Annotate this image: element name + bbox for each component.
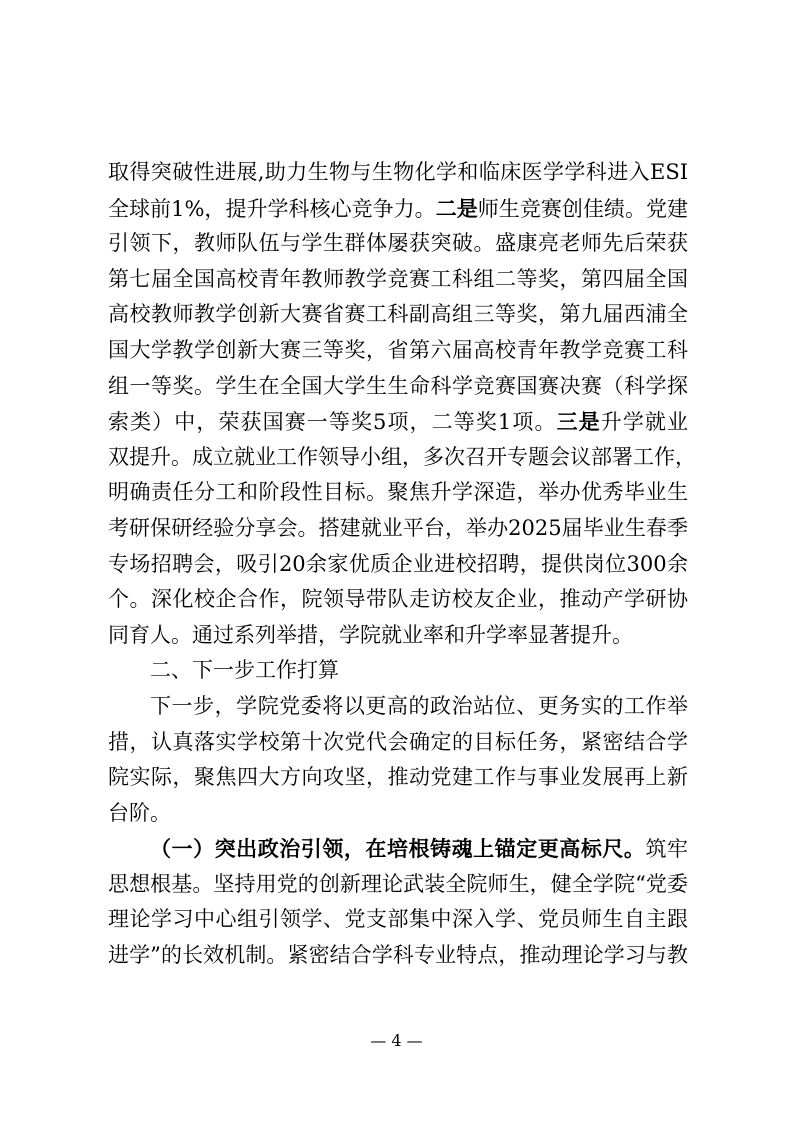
p1-line-8 xyxy=(108,404,688,440)
p1-line-8-bold-point: 三是 xyxy=(556,409,601,435)
p3-subheading: （一）突出政治引领，在培根铸魂上锚定更高标尺。 xyxy=(150,836,646,862)
p2-line-2: 措，认真落实学校第十次党代会确定的目标任务，紧密结合学 xyxy=(108,729,688,754)
p1-line-11: 考研保研经验分享会。搭建就业平台，举办2025届毕业生春季 xyxy=(108,515,688,540)
p1-line-2 xyxy=(108,191,688,227)
p1-line-2-text-c: 师生竞赛创佳绩。党建 xyxy=(477,196,688,221)
p1-line-1: 取得突破性进展,助力生物与生物化学和临床医学学科进入ESI xyxy=(108,160,688,184)
p1-line-14: 同育人。通过系列举措，学院就业率和升学率显著提升。 xyxy=(108,622,633,647)
p2-line-1: 下一步，学院党委将以更高的政治站位、更务实的工作举 xyxy=(150,693,688,718)
p1-line-13: 个。深化校企合作，院领导带队走访校友企业，推动产学研协 xyxy=(108,587,688,612)
page-number: — 4 — xyxy=(370,1031,423,1050)
p3-line-1-text: 筑牢 xyxy=(645,837,689,862)
p1-line-12: 专场招聘会，吸引20余家优质企业进校招聘，提供岗位300余 xyxy=(108,551,688,576)
p2-line-3: 院实际，聚焦四大方向攻坚，推动党建工作与事业发展再上新 xyxy=(108,765,688,790)
p3-line-2: 思想根基。坚持用党的创新理论武装全院师生，健全学院“党委 xyxy=(108,871,688,896)
p1-line-8-text-a: 索类）中，荣获国赛一等奖5项，二等奖1项。 xyxy=(108,410,557,435)
p3-line-4: 进学”的长效机制。紧密结合学科专业特点，推动理论学习与教 xyxy=(108,943,688,968)
p1-line-2-text-a: 全球前1%，提升学科核心竞争力。 xyxy=(108,196,436,221)
p1-line-7: 组一等奖。学生在全国大学生生命科学竞赛国赛决赛（科学探 xyxy=(108,373,688,398)
p1-line-10: 明确责任分工和阶段性目标。聚焦升学深造，举办优秀毕业生 xyxy=(108,480,688,505)
p1-line-8-text-c: 升学就业 xyxy=(600,410,689,435)
section-heading-2: 二、下一步工作打算 xyxy=(150,658,339,683)
p3-line-1 xyxy=(108,831,688,867)
document-body xyxy=(108,155,696,974)
p1-line-5: 高校教师教学创新大赛省赛工科副高组三等奖，第九届西浦全 xyxy=(108,302,688,327)
p1-line-3: 引领下，教师队伍与学生群体屡获突破。盛康亮老师先后荣获 xyxy=(108,231,688,256)
p1-line-9: 双提升。成立就业工作领导小组，多次召开专题会议部署工作， xyxy=(108,444,696,469)
p3-line-3: 理论学习中心组引领学、党支部集中深入学、党员师生自主跟 xyxy=(108,907,688,932)
p1-line-2-bold-point: 二是 xyxy=(435,195,478,221)
p1-line-6: 国大学教学创新大赛三等奖，省第六届高校青年教学竞赛工科 xyxy=(108,337,688,362)
p1-line-4: 第七届全国高校青年教师教学竞赛工科组二等奖，第四届全国 xyxy=(108,266,688,291)
p2-line-4: 台阶。 xyxy=(108,800,171,825)
